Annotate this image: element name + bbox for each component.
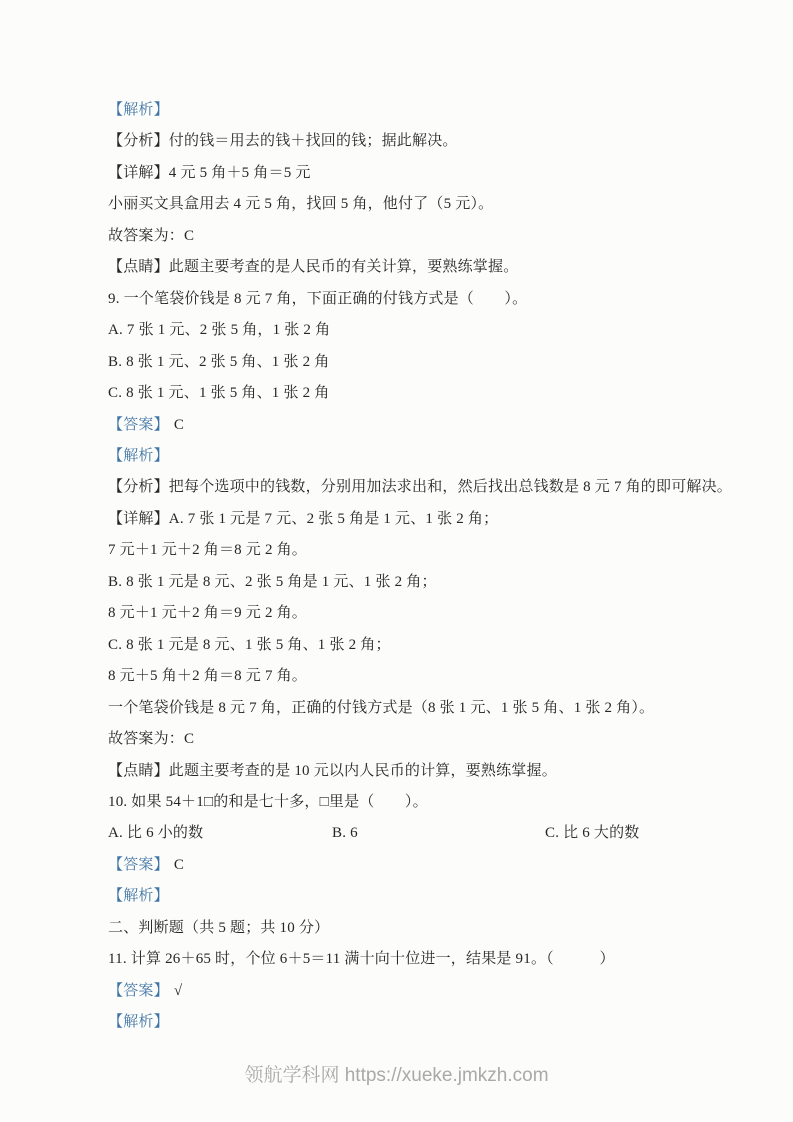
line-text: 一个笔袋价钱是 8 元 7 角，正确的付钱方式是（8 张 1 元、1 张 5 角、1 张 2 角）。 (108, 699, 655, 716)
q8-detail (108, 158, 793, 189)
q10-options-row (108, 818, 793, 849)
line-text: 8 元＋1 元＋2 角＝9 元 2 角。 (108, 605, 308, 622)
q9-calc-b (108, 598, 793, 629)
q8-explanation-header (108, 95, 793, 126)
q9-note (108, 756, 793, 787)
line-text: 【详解】A. 7 张 1 元是 7 元、2 张 5 角是 1 元、1 张 2 角； (108, 510, 499, 527)
q9-calc-c (108, 661, 793, 692)
line-text: B. 8 张 1 元、2 张 5 角、1 张 2 角 (108, 353, 330, 370)
q10-option-a: A. 比 6 小的数 (108, 825, 204, 842)
line-text: 小丽买文具盒用去 4 元 5 角，找回 5 角，他付了（5 元）。 (108, 196, 494, 213)
line-text: 7 元＋1 元＋2 角＝8 元 2 角。 (108, 542, 308, 559)
line-text: 【点睛】此题主要考查的是人民币的有关计算，要熟练掌握。 (108, 259, 519, 276)
q9-conclusion (108, 724, 793, 755)
answer-value: C (173, 856, 185, 873)
explanation-label: 【解析】 (108, 1014, 169, 1031)
line-text: 【分析】付的钱＝用去的钱＋找回的钱；据此解决。 (108, 133, 458, 150)
q8-note (108, 252, 793, 283)
line-text: 【分析】把每个选项中的钱数，分别用加法求出和，然后找出总钱数是 8 元 7 角的即可解决。 (108, 479, 733, 496)
line-text: 故答案为：C (108, 731, 195, 748)
answer-label: 【答案】 (108, 982, 169, 999)
line-text: C. 8 张 1 元、1 张 5 角、1 张 2 角 (108, 385, 330, 402)
q9-option-a (108, 315, 793, 346)
q9-calc-a (108, 535, 793, 566)
line-text: 故答案为：C (108, 227, 195, 244)
q10-option-b: B. 6 (332, 825, 358, 842)
q8-detail-2 (108, 189, 793, 220)
q9-option-b (108, 347, 793, 378)
section-2-title (108, 913, 793, 944)
line-text: A. 7 张 1 元、2 张 5 角，1 张 2 角 (108, 322, 331, 339)
watermark (0, 1060, 793, 1087)
line-text: 【详解】4 元 5 角＋5 角＝5 元 (108, 164, 311, 181)
q9-option-c (108, 378, 793, 409)
line-text: C. 8 张 1 元是 8 元、1 张 5 角、1 张 2 角； (108, 636, 391, 653)
q10-answer (108, 850, 793, 881)
line-text: 9. 一个笔袋价钱是 8 元 7 角，下面正确的付钱方式是（ ）。 (108, 290, 528, 307)
question-11 (108, 944, 793, 975)
explanation-label: 【解析】 (108, 102, 169, 118)
answer-value: √ (173, 982, 183, 999)
q10-option-c: C. 比 6 大的数 (545, 825, 640, 842)
q9-summary (108, 693, 793, 724)
answer-value: C (173, 416, 185, 433)
q9-explanation-header (108, 441, 793, 472)
q8-conclusion (108, 221, 793, 252)
q9-detail-c (108, 630, 793, 661)
watermark-text: 领航学科网 https://xueke.jmkzh.com (244, 1065, 549, 1086)
explanation-label: 【解析】 (108, 888, 169, 905)
q11-explanation-header (108, 1007, 793, 1038)
line-text: 11. 计算 26＋65 时，个位 6＋5＝11 满十向十位进一，结果是 91。（ ） (108, 951, 615, 968)
q9-analysis (108, 472, 793, 503)
answer-label: 【答案】 (108, 416, 169, 433)
line-text: 二、判断题（共 5 题；共 10 分） (108, 919, 330, 936)
answer-label: 【答案】 (108, 856, 169, 873)
q9-detail-b (108, 567, 793, 598)
question-10 (108, 787, 793, 818)
q10-explanation-header (108, 881, 793, 912)
line-text: 【点睛】此题主要考查的是 10 元以内人民币的计算，要熟练掌握。 (108, 762, 557, 779)
q9-detail-a (108, 504, 793, 535)
q11-answer (108, 976, 793, 1007)
line-text: B. 8 张 1 元是 8 元、2 张 5 角是 1 元、1 张 2 角； (108, 573, 437, 590)
q8-analysis (108, 126, 793, 157)
q9-answer (108, 410, 793, 441)
explanation-label: 【解析】 (108, 447, 169, 464)
question-9 (108, 284, 793, 315)
line-text: 10. 如果 54＋1□的和是七十多，□里是（ ）。 (108, 793, 428, 810)
line-text: 8 元＋5 角＋2 角＝8 元 7 角。 (108, 668, 308, 685)
